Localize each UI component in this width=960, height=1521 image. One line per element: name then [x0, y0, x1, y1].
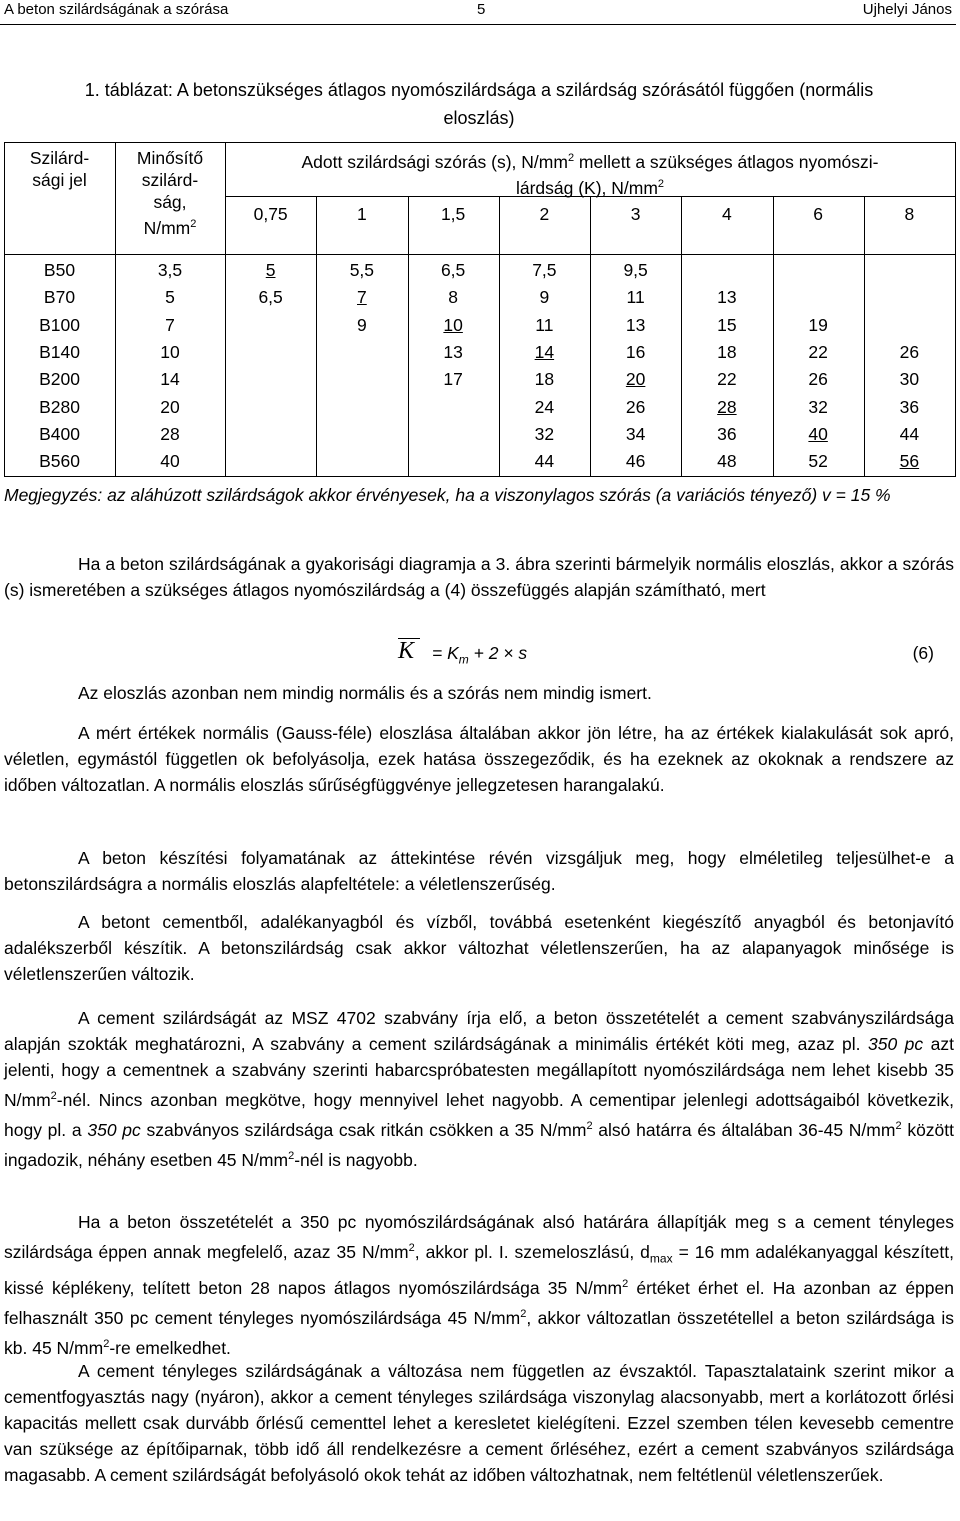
- table-cell-value: 40: [808, 423, 828, 444]
- table-cell-value: 18: [717, 341, 737, 362]
- table-cell-jel: B400: [39, 423, 80, 444]
- table-caption-line-1: 1. táblázat: A betonszükséges átlagos nyomószilárdsága a szilárdság szórásától függően (normális: [84, 80, 874, 100]
- table-cell-value: 26: [899, 341, 920, 362]
- strength-table: [0, 0, 960, 480]
- table-cell-value: 52: [808, 451, 828, 472]
- table-cell-value: 32: [534, 423, 555, 444]
- s-value-header: 0,75: [253, 204, 288, 224]
- header-author: Ujhelyi János: [862, 1, 952, 18]
- table-cell-value: 8: [448, 287, 458, 308]
- table-bottom-border: [4, 476, 955, 477]
- paragraph-1: Ha a beton szilárdságának a gyakorisági diagramja a 3. ábra szerinti bármelyik normális eloszlás, akkor a szórás (s) ismeretében a szükséges átlagos nyomószilárdság a (4) összefüggés alapján számítható, mert: [4, 554, 954, 600]
- table-header-bottom: [4, 254, 955, 255]
- s-value-header: 4: [722, 204, 732, 224]
- paragraph-3: A mért értékek normális (Gauss-féle) eloszlása általában akkor jön létre, ha az értékek kialakulását sok apró, véletlen, egymástól független ok befolyásolja, ezek hatása összegeződik, és ha ezeknek az okoknak a rendszere az időben változatlan. A normális eloszlás sűrűségfüggvénye jellegzetesen harangalakú.: [4, 723, 954, 795]
- col-header-jel: Szilárd- sági jel: [29, 148, 90, 190]
- table-vline-3: [955, 142, 956, 477]
- col-header-minosito: Minősítő szilárd- ság, $N/mm^2$: [136, 148, 204, 238]
- paragraph-8: A cement tényleges szilárdságának a változása nem független az évszaktól. Tapasztalataink szerint mikor a cementfogyasztás nagy (nyáron), akkor a cement tényleges szilárdsága viszonylag alacsonyabb, mert a korlátozott őrlési kapacitás mellett csak durvább őrlésű cementtel lehet a keresletet kielégíteni. Ezzel szemben télen kevesebb cementre van szüksége az építőiparnak, több idő áll rendelkezésre a cement őrléséhez, ezért a cement szabványos szilárdsága magasabb. A cement szilárdságát befolyásoló okok tehát az időben változhatnak, nem feltétlenül véletlenszerűek.: [4, 1361, 954, 1485]
- table-cell-value: 46: [625, 451, 646, 472]
- table-cell-value: 9: [539, 287, 550, 308]
- table-cell-value: 44: [534, 451, 555, 472]
- table-cell-value: 5,5: [349, 260, 375, 280]
- table-cell-jel: B50: [43, 260, 76, 280]
- table-cell-value: 44: [899, 423, 920, 444]
- table-cell-value: 16: [625, 341, 646, 362]
- table-cell-jel: B100: [39, 314, 80, 335]
- header-doc-title: A beton szilárdságának a szórása: [4, 1, 229, 18]
- table-cell-value: 48: [717, 451, 737, 472]
- table-cell-jel: B280: [39, 396, 80, 417]
- table-cell-value: 13: [717, 287, 737, 308]
- paragraph-7: Ha a beton összetételét a 350 pc nyomószilárdságának alsó határára állapítják meg s a cement tényleges szilárdsága éppen annak megfelelő, azaz 35 $N/mm^2$, akkor pl. I. szemeloszlású, $d_{max} = 16$ mm adalékanyaggal készített, kissé képlékeny, telített beton 28 napos átlagos nyomószilárdsága 35 $N/mm^2$ értéket érhet el. Ha azonban az éppen felhasznált 350 pc cement tényleges nyomószilárdsága 45 $N/mm^2$, akkor változatlan összetétellel a beton szilárdsága is kb. 45 $N/mm^2-re$ emelkedhet.: [4, 1212, 954, 1358]
- s-value-header: 8: [904, 204, 915, 224]
- table-cell-value: 18: [534, 369, 555, 390]
- table-cell-minosito: 40: [160, 451, 180, 472]
- s-value-header: 1,5: [440, 204, 466, 224]
- table-cell-jel: B70: [43, 287, 76, 308]
- table-cell-value: 32: [808, 396, 828, 417]
- table-cell-value: 9: [357, 314, 367, 335]
- table-cell-value: 14: [534, 341, 555, 362]
- table-cell-value: 26: [808, 369, 828, 390]
- table-cell-minosito: 7: [165, 314, 175, 335]
- formula-number: (6): [912, 643, 934, 663]
- col-header-group: Adott szilárdsági szórás (s), $N/mm^2$ mellett a szükséges átlagos nyomószi- lárdság (K), $N/mm^2$: [301, 151, 879, 198]
- table-cell-value: 26: [625, 396, 646, 417]
- header-page-number: 5: [477, 1, 486, 18]
- table-cell-value: 36: [717, 423, 737, 444]
- table-cell-value: 13: [625, 314, 646, 335]
- table-cell-value: 6,5: [258, 287, 283, 308]
- table-caption-line-2: eloszlás): [443, 108, 515, 128]
- table-cell-jel: B560: [39, 451, 80, 472]
- table-cell-value: 11: [626, 287, 645, 308]
- table-cell-value: 22: [717, 369, 737, 390]
- table-cell-value: 22: [808, 341, 828, 362]
- table-cell-minosito: 28: [160, 423, 180, 444]
- table-top-border: [4, 142, 955, 143]
- table-cell-value: 20: [625, 369, 646, 390]
- table-cell-value: 19: [808, 314, 828, 335]
- table-cell-value: 24: [534, 396, 555, 417]
- table-cell-minosito: 5: [165, 287, 175, 308]
- table-cell-value: 7,5: [532, 260, 557, 280]
- s-value-header: 6: [813, 204, 823, 224]
- table-cell-value: 11: [535, 314, 554, 335]
- formula-lhs: K: [398, 638, 415, 664]
- paragraph-2: Az eloszlás azonban nem mindig normális és a szórás nem mindig ismert.: [78, 683, 652, 703]
- paragraph-6: A cement szilárdságát az MSZ 4702 szabvány írja elő, a beton összetételét a cement szabványszilárdsága alapján szokták meghatározni, A szabvány a cement szilárdságának a minimális értékét köti meg, azaz pl. 350 pc azt jelenti, hogy a cementnek a szabvány szerinti habarcspróbatesten megállapított nyomószilárdsága nem lehet kisebb 35 $N/mm^2$-nél. Nincs azonban megkötve, hogy mennyivel lehet nagyobb. A cementipar jelenlegi adottságaiból következik, hogy pl. a 350 pc szabványos szilárdsága csak ritkán csökken a 35 $N/mm^2$ alsó határra és általában 36-45 $N/mm^2$ között ingadozik, néhány esetben 45 $N/mm^2$-nél is nagyobb.: [4, 1008, 955, 1170]
- table-cell-value: 5: [265, 260, 276, 280]
- formula-rhs: = $K_m + 2 \times s$: [432, 643, 528, 667]
- table-cell-jel: B200: [39, 369, 80, 390]
- table-cell-value: 6,5: [440, 260, 466, 280]
- table-cell-minosito: 10: [160, 341, 180, 362]
- table-cell-value: 15: [717, 314, 737, 335]
- table-cell-minosito: 14: [160, 369, 180, 390]
- table-cell-value: 17: [443, 369, 463, 390]
- table-subcol-line-2: [408, 196, 409, 477]
- formula-6: [0, 640, 960, 670]
- s-value-header: 2: [539, 204, 550, 224]
- table-cell-value: 56: [899, 451, 920, 472]
- table-cell-value: 7: [357, 287, 367, 308]
- table-cell-jel: B140: [39, 341, 80, 362]
- paragraph-5: A betont cementből, adalékanyagból és vízből, továbbá esetenként kiegészítő anyagból és betonjavító adalékszerből készítik. A betonszilárdság csak akkor változhat véletlenszerűen, ha az alapanyagok minősége is véletlenszerűen változik.: [4, 912, 954, 984]
- table-cell-value: 10: [443, 314, 463, 335]
- s-value-header: 1: [357, 204, 367, 224]
- paragraph-4: A beton készítési folyamatának az áttekintése révén vizsgáljuk meg, hogy elméletileg teljesülhet-e a betonszilárdságra a normális eloszlás alapfeltétele: a véletlenszerűség.: [4, 848, 954, 894]
- table-cell-value: 36: [899, 396, 920, 417]
- table-subcol-line-1: [316, 196, 317, 477]
- table-cell-minosito: 3,5: [157, 260, 183, 280]
- table-cell-value: 9,5: [623, 260, 648, 280]
- table-note: Megjegyzés: az aláhúzott szilárdságok akkor érvényesek, ha a viszonylagos szórás (a variációs tényező) v = 15 %: [4, 485, 891, 505]
- s-value-header: 3: [630, 204, 641, 224]
- table-cell-value: 30: [899, 369, 920, 390]
- table-cell-value: 13: [443, 341, 463, 362]
- table-cell-minosito: 20: [160, 396, 180, 417]
- table-cell-value: 34: [625, 423, 646, 444]
- table-cell-value: 28: [717, 396, 737, 417]
